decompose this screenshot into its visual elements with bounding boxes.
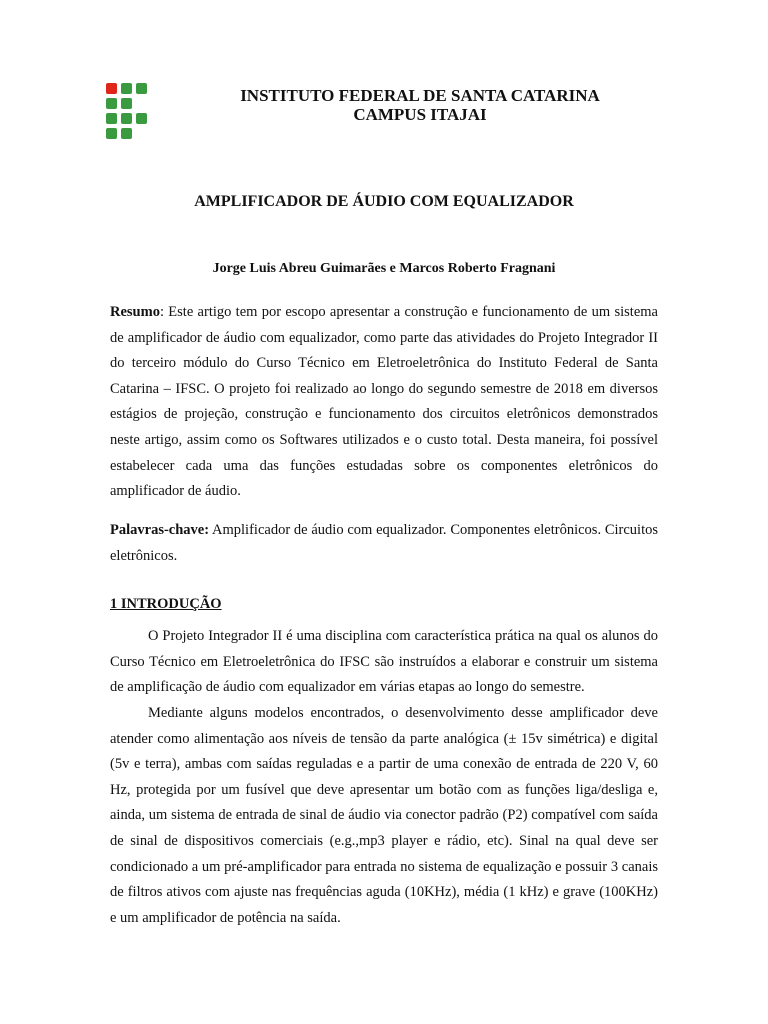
campus-name: CAMPUS ITAJAI [353, 105, 487, 124]
document-title: AMPLIFICADOR DE ÁUDIO COM EQUALIZADOR [194, 193, 574, 210]
institution-header [170, 86, 670, 124]
logo-square [121, 98, 132, 109]
intro-paragraph-1: O Projeto Integrador II é uma disciplina com característica prática na qual os alunos do Curso Técnico em Eletroeletrônica do IFSC são instruídos a elaborar e construir um sistema de amplificação de áudio com equalizador em várias etapas ao longo do semestre. [110, 628, 658, 696]
logo-square [106, 113, 117, 124]
logo-square [121, 128, 132, 139]
logo-square [136, 83, 147, 94]
intro-paragraph-2: Mediante alguns modelos encontrados, o desenvolvimento desse amplificador deve atender como alimentação aos níveis de tensão da parte analógica (± 15v simétrica) e digital (5v e terra), ambas com saídas reguladas e a partir de uma conexão de entrada de 220 V, 60 Hz, protegida por um fusível que deve apresentar um botão com as funções liga/desliga e, ainda, um sistema de entrada de sinal de áudio via conector padrão (P2) compatível com saída de sinal de dispositivos comerciais (e.g.,mp3 player e rádio, etc). Sinal na qual deve ser condicionado a um pré-amplificador para entrada no sistema de equalização e possuir 3 canais de filtros ativos com ajuste nas frequências aguda (10KHz), média (1 kHz) e grave (100KHz) e um amplificador de potência na saída. [110, 705, 658, 926]
section-heading-introduction: 1 INTRODUÇÃO [110, 596, 222, 612]
abstract-text: : Este artigo tem por escopo apresentar a construção e funcionamento de um sistema de amplificador de áudio com equalizador, como parte das atividades do Projeto Integrador II do terceiro módulo do Curso Técnico em Eletroeletrônica do Instituto Federal de Santa Catarina – IFSC. O projeto foi realizado ao longo do segundo semestre de 2018 em diversos estágios de projeção, construção e funcionamento dos circuitos eletrônicos demonstrados neste artigo, assim como os Softwares utilizados e o custo total. Desta maneira, foi possível estabelecer cada uma das funções estudadas sobre os componentes eletrônicos do amplificador de áudio. [110, 304, 658, 500]
logo-square [121, 113, 132, 124]
authors: Jorge Luis Abreu Guimarães e Marcos Roberto Fragnani [212, 261, 556, 276]
abstract-label: Resumo [110, 304, 160, 320]
institution-name: INSTITUTO FEDERAL DE SANTA CATARINA [240, 86, 600, 105]
keywords-paragraph [110, 518, 658, 569]
keywords-text: Amplificador de áudio com equalizador. Componentes eletrônicos. Circuitos eletrônicos. [110, 522, 658, 564]
keywords-label: Palavras-chave: [110, 522, 210, 538]
logo-square [121, 83, 132, 94]
ifsc-logo [106, 83, 152, 139]
abstract-paragraph [110, 300, 658, 505]
logo-square [106, 128, 117, 139]
logo-square [136, 113, 147, 124]
logo-square [106, 98, 117, 109]
logo-square-red [106, 83, 117, 94]
